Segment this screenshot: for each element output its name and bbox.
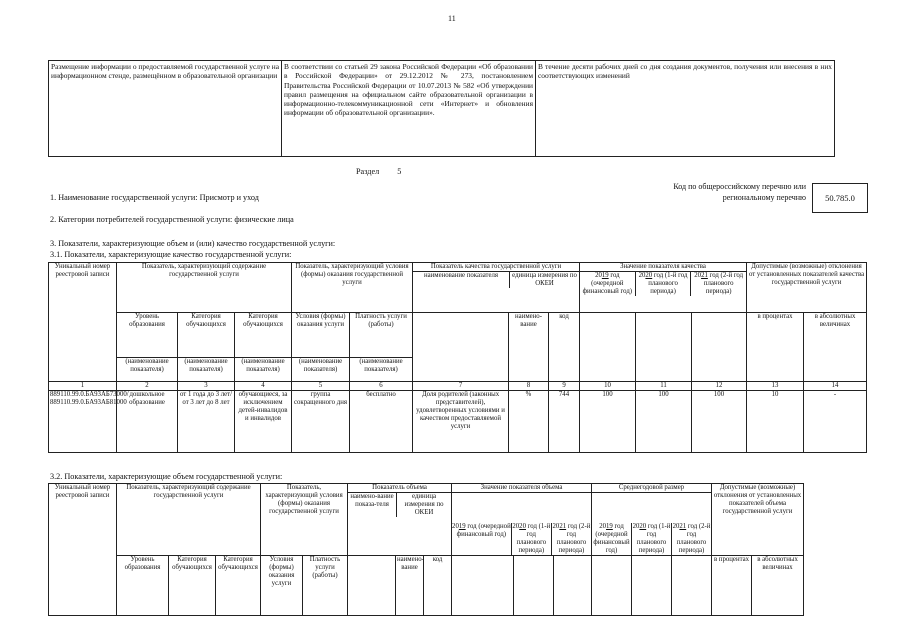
qt-code-value: 744 (549, 391, 580, 453)
vt-volume-header (348, 484, 452, 556)
qt-cond-value: группа сокращенного дня (292, 391, 350, 453)
vt-price-year2: 2020 год (1-й год планового периода) (632, 523, 671, 554)
qt-name-value: Доля родителей (законных представителей), удовлетворенных условиями и качеством предоставляемой услуги (413, 391, 509, 453)
vt-year1: 2019 год (очередной финансовый год) (452, 523, 511, 538)
qt-unit-value: % (509, 391, 549, 453)
vt-cat1-sub: Категория обучающихся (169, 556, 216, 616)
qt-level-sub: Уровень образования (117, 313, 178, 358)
volume-indicators-heading: 3.2. Показатели, характеризующие объем государственной услуги: (50, 472, 283, 481)
qt-num: 8 (509, 382, 549, 391)
vt-price-year1: 2019 год (очередной финансовый год) (593, 523, 630, 554)
qt-num: 3 (178, 382, 235, 391)
qt-unit-header: единица измерения по ОКЕИ (509, 272, 579, 288)
placement-method-cell: Размещение информации о предоставляемой государственной услуге на информационном стенде, размещённом в образовательной организации (49, 61, 282, 157)
vt-price-title: Среднегодовой размер (592, 484, 711, 493)
vt-year2: 2020 год (1-й год планового периода) (512, 523, 551, 554)
qt-pay-value: бесплатно (350, 391, 413, 453)
vt-unit-name-sub: наимено-вание (396, 556, 424, 616)
qt-value-header (580, 263, 747, 313)
qt-v2-value: 100 (636, 391, 692, 453)
qt-pct-value: 10 (747, 391, 804, 453)
quality-indicators-heading: 3.1. Показатели, характеризующие качество государственной услуги: (50, 250, 292, 259)
volume-indicators-table (48, 483, 868, 616)
vt-price-header (592, 484, 712, 556)
qt-year3: 2021 год (2-й год планового периода) (690, 272, 746, 296)
vt-unit-code-sub: код (424, 556, 452, 616)
qt-num: 13 (747, 382, 804, 391)
qt-num: 4 (235, 382, 292, 391)
page-number: 11 (448, 14, 456, 23)
qt-naim-4: (наименование показателя) (235, 358, 292, 382)
vt-conditions-header: Показатель, характеризующий условия (формы) оказания государственной услуги (261, 484, 348, 556)
qt-year1: 2019 год (очередной финансовый год) (582, 272, 633, 295)
placement-frequency-cell: В течение десяти рабочих дней со дня создания документов, получения или внесения в них соответствующих изменений (536, 61, 835, 157)
qt-naim-5: (наименование показателя) (292, 358, 350, 382)
vt-cond-sub: Условия (формы) оказания услуги (261, 556, 303, 616)
qt-naim-6: (наименование показателя) (350, 358, 413, 382)
qt-unit-code-sub: код (549, 313, 580, 382)
qt-deviation-header: Допустимые (возможные) отклонения от установленных показателей качества государственной услуги (747, 263, 867, 313)
registry-code-label: Код по общероссийскому перечню или региональному перечню (673, 182, 806, 202)
vt-value-header (452, 484, 592, 556)
qt-level-value: дошкольное образование (117, 391, 178, 453)
vt-deviation-header: Допустимые (возможные) отклонения от установленных показателей объема государственной услуги (712, 484, 804, 556)
qt-cat1-sub: Категория обучающихся (178, 313, 235, 358)
qt-year2: 2020 год (1-й год планового периода) (635, 272, 691, 296)
vt-level-sub: Уровень образования (117, 556, 169, 616)
qt-cat2-sub: Категория обучающихся (235, 313, 292, 358)
qt-abs-value: - (804, 391, 867, 453)
qt-number-row (49, 382, 867, 391)
section-number: 5 (397, 167, 402, 176)
qt-num: 5 (292, 382, 350, 391)
qt-cat1-value: от 1 года до 3 лет/ от 3 лет до 8 лет (178, 391, 235, 453)
consumer-categories: 2. Категории потребителей государственной услуги: физические лица (50, 215, 294, 224)
vt-cat2-sub: Категория обучающихся (216, 556, 261, 616)
vt-value-title: Значение показателя объема (452, 484, 591, 493)
qt-num: 2 (117, 382, 178, 391)
qt-pay-sub: Платность услуги (работы) (350, 313, 413, 358)
qt-content-header: Показатель, характеризующий содержание государственной услуги (117, 263, 292, 313)
qt-quality-header (413, 263, 580, 313)
qt-reg-header: Уникальный номер реестровой записи (49, 263, 117, 382)
qt-num: 14 (804, 382, 867, 391)
qt-v1-value: 100 (580, 391, 636, 453)
qt-v3-value: 100 (692, 391, 747, 453)
qt-num: 1 (49, 382, 117, 391)
vt-abs-sub: в абсолютных величинах (752, 556, 804, 616)
qt-quality-title: Показатель качества государственной услуги (413, 263, 579, 272)
qt-cat2-value: обучающиеся, за исключением детей-инвалидов и инвалидов (235, 391, 292, 453)
qt-cond-sub: Условия (формы) оказания услуги (292, 313, 350, 358)
placement-content-cell: В соответствии со статьей 29 закона Российской Федерации «Об образовании в Российской Федерации» от 29.12.2012 № 273, постановлением Правительства Российской Федерации от 10.07.2013 № 582 «Об утверждении правил размещения на официальном сайте образовательной организации в информационно-телекоммуникационной сети «Интернет» и обновления информации об образовательной организации». (282, 61, 536, 157)
service-name: 1. Наименование государственной услуги: Присмотр и уход (50, 193, 259, 202)
qt-conditions-header: Показатель, характеризующий условия (формы) оказания государственной услуги (292, 263, 413, 313)
vt-volume-title: Показатель объема (348, 484, 451, 493)
vt-year3: 2021 год (2-й год планового периода) (552, 523, 591, 554)
qt-pct-sub: в процентах (747, 313, 804, 382)
qt-num: 7 (413, 382, 509, 391)
vt-pay-sub: Платность услуги (работы) (303, 556, 348, 616)
qt-naim-3: (наименование показателя) (178, 358, 235, 382)
qt-naim-2: (наименование показателя) (117, 358, 178, 382)
qt-value-title: Значение показателя качества (580, 263, 746, 272)
vt-reg-header: Уникальный номер реестровой записи (49, 484, 117, 616)
info-placement-table (48, 60, 835, 157)
vt-pct-sub: в процентах (712, 556, 752, 616)
section-heading (356, 167, 401, 177)
quality-indicators-table (48, 262, 867, 453)
qt-num: 6 (350, 382, 413, 391)
vt-vol-name-header: наимено-вание показа-теля (350, 493, 394, 508)
qt-name-header: наименование показателя (423, 272, 499, 279)
vt-content-header: Показатель, характеризующий содержание государственной услуги (117, 484, 261, 556)
qt-num: 12 (692, 382, 747, 391)
vt-vol-unit-header: единица измерения по ОКЕИ (396, 493, 451, 517)
qt-num: 11 (636, 382, 692, 391)
table-row (49, 391, 867, 453)
registry-code-value: 50.785.0 (812, 183, 868, 213)
qt-num: 10 (580, 382, 636, 391)
section-label: Раздел (356, 167, 380, 176)
qt-num: 9 (549, 382, 580, 391)
indicators-heading: 3. Показатели, характеризующие объем и (или) качество государственной услуги: (50, 239, 336, 248)
qt-unit-name-sub: наимено-вание (509, 313, 549, 382)
qt-reg-value: 889110.99.0.БА93АБ73000/ 889110.99.0.БА93АБ81000 (49, 391, 117, 453)
qt-abs-sub: в абсолютных величинах (804, 313, 867, 382)
vt-price-year3: 2021 год (2-й год планового периода) (672, 523, 711, 554)
